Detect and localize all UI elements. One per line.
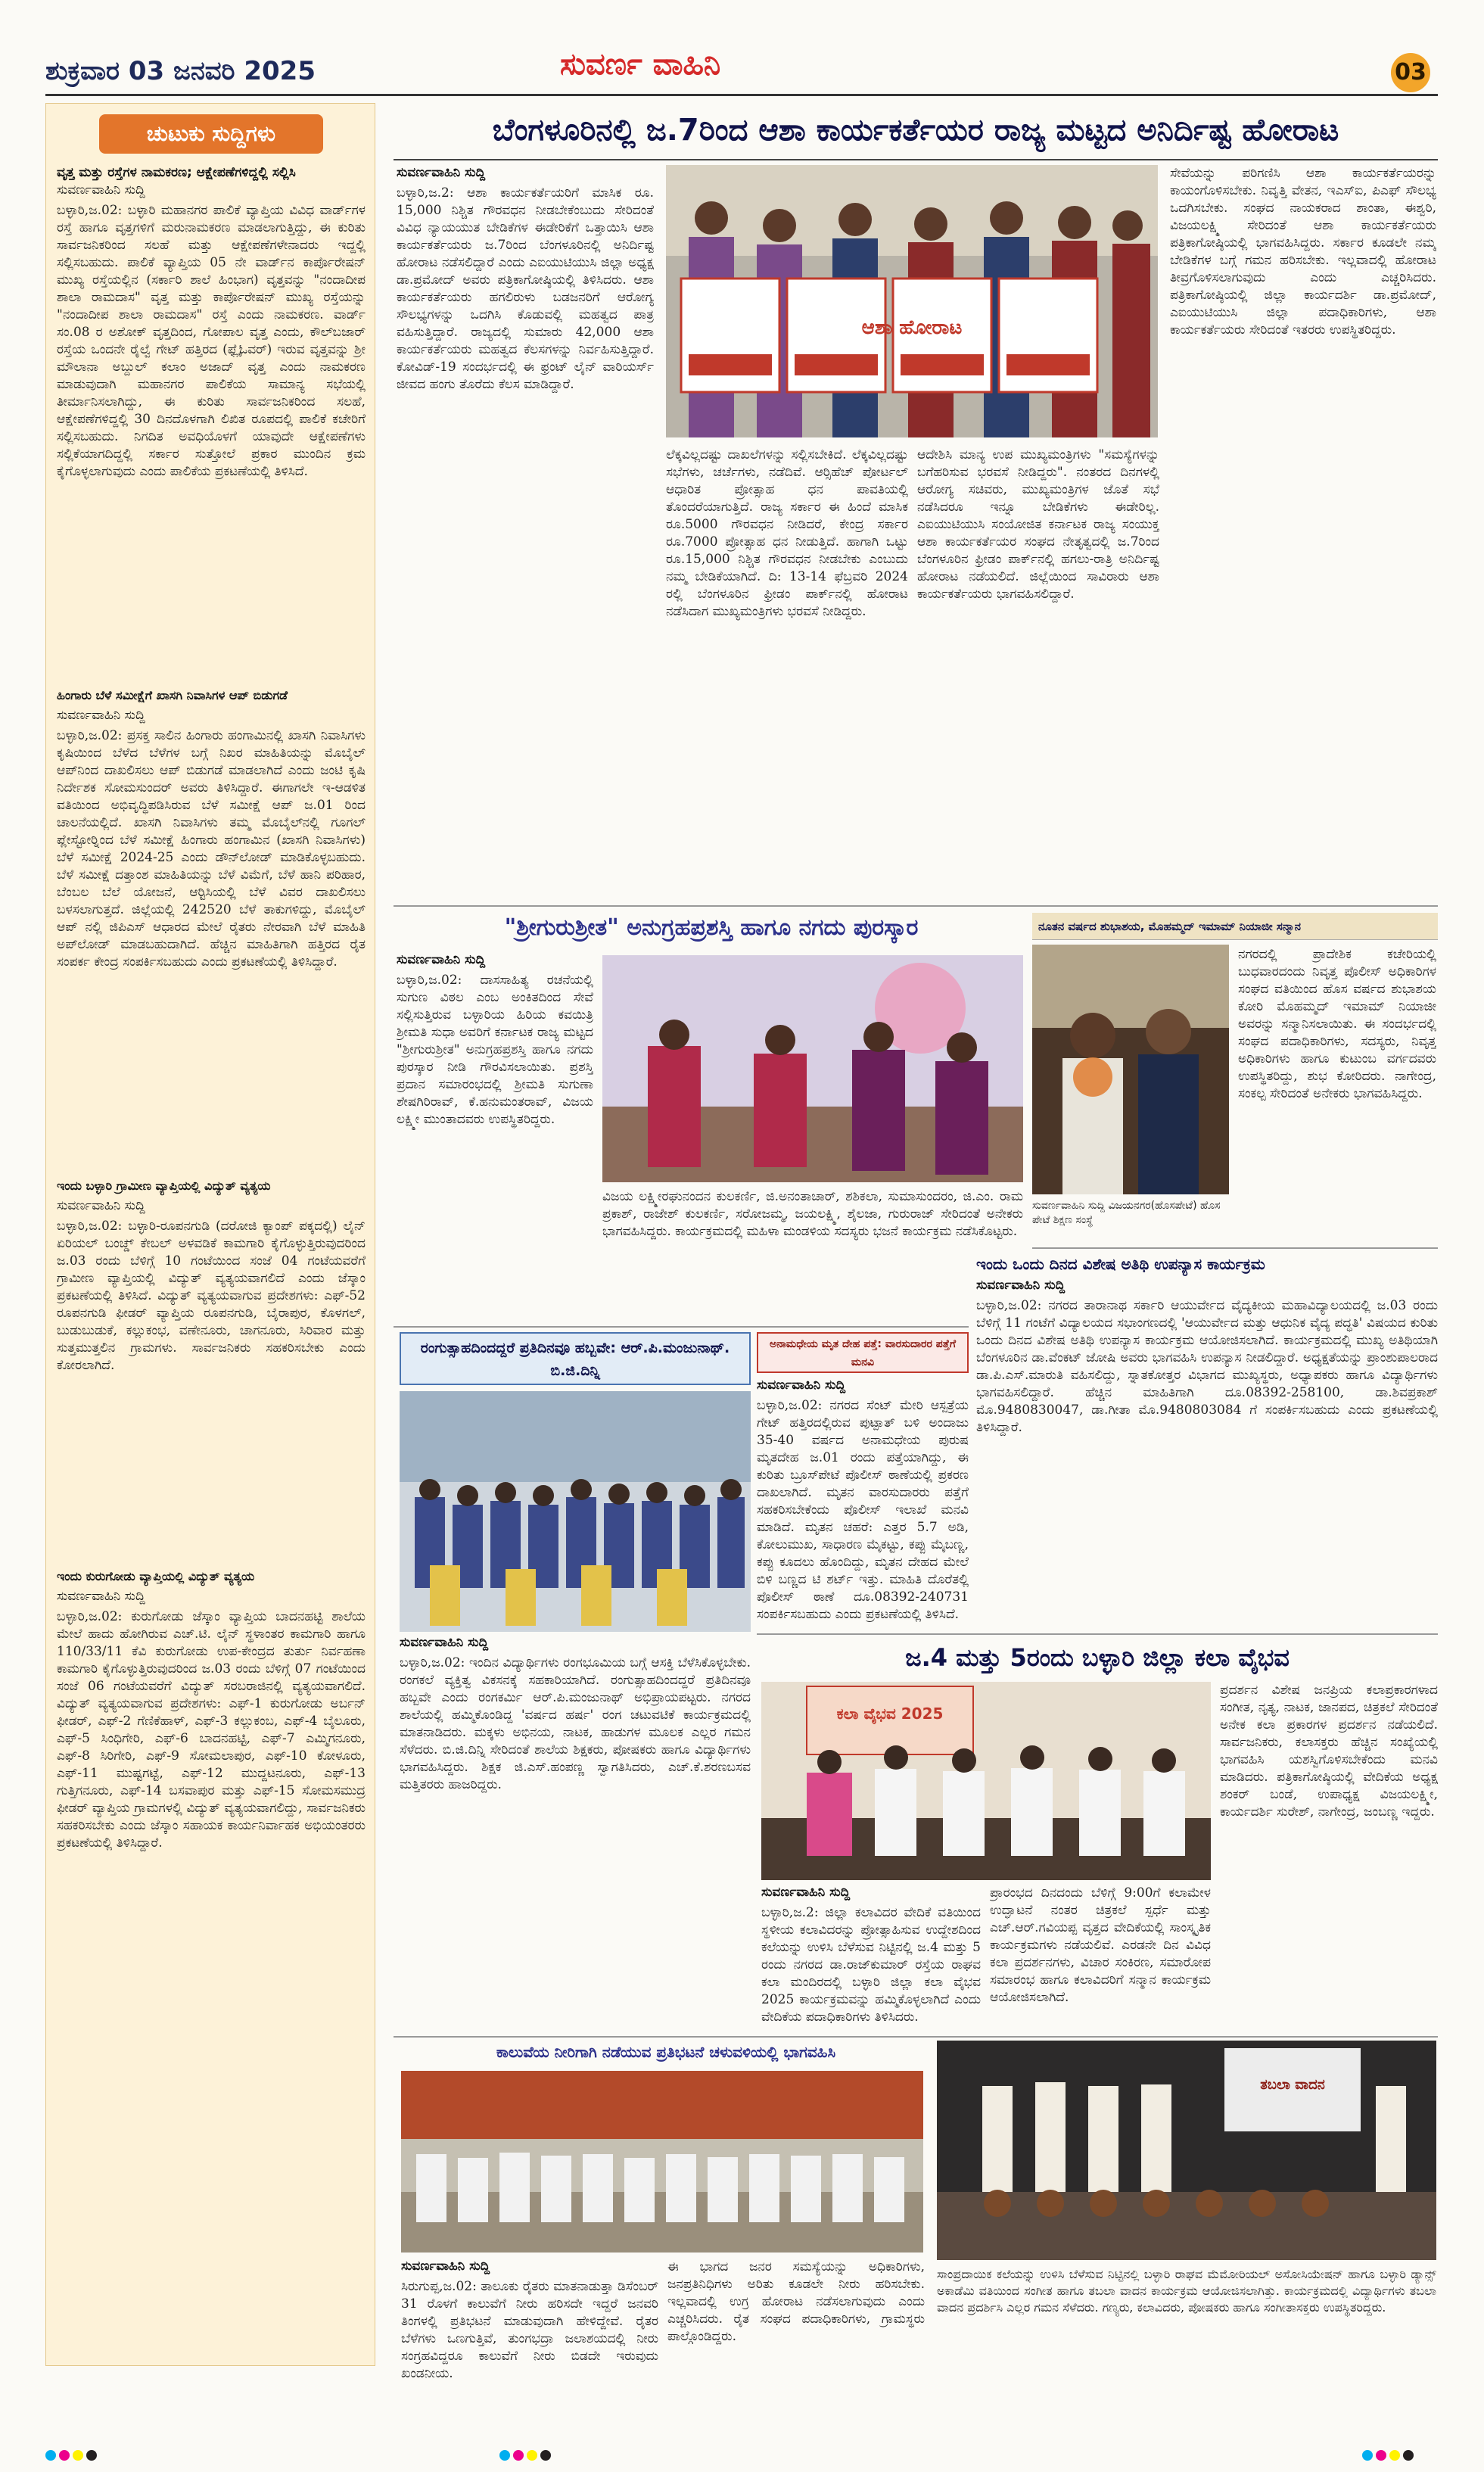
brief-1-body: ಬಳ್ಳಾರಿ,ಜ.02: ಬಳ್ಳಾರಿ ಮಹಾನಗರ ಪಾಲಿಕೆ ವ್ಯಾಪ್ತಿಯ ವಿವಿಧ ವಾರ್ಡ್‍ಗಳ ರಸ್ತೆ ಹಾಗೂ ವೃತ್ತಗಳಿಗೆ ಮರುನಾಮಕರಣ ಮಾಡಲಾಗುತ್ತಿದ್ದು, ಈ ಕುರಿತು ಸಾರ್ವಜನಿಕರಿಂದ ಸಲಹೆ ಮತ್ತು ಆಕ್ಷೇಪಣೆಗಳೇನಾದರು ಇದ್ದಲ್ಲಿ ಸಲ್ಲಿಸಬಹುದು. ಪಾಲಿಕೆ ವ್ಯಾಪ್ತಿಯ 05 ನೇ ವಾರ್ಡ್‍ನ ಕಾರ್ಪೊರೇಷನ್ ಮುಖ್ಯ ರಸ್ತೆಯಲ್ಲಿನ (ಸರ್ಕಾರಿ ಶಾಲೆ ಹಿಂಭಾಗ) ವೃತ್ತವನ್ನು "ನಂದಾದೀಪ ಶಾಲಾ ರಾಮದಾಸ" ವೃತ್ತ ಮತ್ತು ಕಾರ್ಪೊರೇಷನ್ ಮುಖ್ಯ ರಸ್ತೆಯನ್ನು "ನಂದಾದೀಪ ಶಾಲಾ ರಾಮದಾಸ" ರಸ್ತೆ ಎಂದು ನಾಮಕರಣ. ವಾರ್ಡ್ ಸಂ.08 ರ ಅಶೋಕ್ ವೃತ್ತದಿಂದ, ಗೋಪಾಲ ವೃತ್ತ ಎಂದು, ಕೌಲ್‍ಬಜಾರ್ ರಸ್ತೆಯ ಒಂದನೇ ರೈಲ್ವೆ ಗೇಟ್ ಹತ್ತಿರದ (ಫ್ಲೈಓವರ್) ಇರುವ ವೃತ್ತವನ್ನು ಶ್ರೀ ಮೌಲಾನಾ ಅಬ್ದುಲ್ ಕಲಾಂ ಅಜಾದ್ ವೃತ್ತ ಎಂದು ನಾಮಕರಣ ಮಾಡುವುದಾಗಿ ಮಹಾನಗರ ಪಾಲಿಕೆಯ ಸಾಮಾನ್ಯ ಸಭೆಯಲ್ಲಿ ತೀರ್ಮಾನಿಸಲಾಗಿದ್ದು, ಈ ಕುರಿತು ಸಾರ್ವಜನಿಕರಿಂದ ಸಲಹೆ, ಆಕ್ಷೇಪಣೆಗಳಿದ್ದಲ್ಲಿ 30 ದಿನದೊಳಗಾಗಿ ಲಿಖಿತ ರೂಪದಲ್ಲಿ ಪಾಲಿಕೆ ಕಚೇರಿಗೆ ಸಲ್ಲಿಸಬಹುದು. ನಿಗದಿತ ಅವಧಿಯೊಳಗೆ ಯಾವುದೇ ಆಕ್ಷೇಪಣೆಗಳು ಸಲ್ಲಿಕೆಯಾಗದಿದ್ದಲ್ಲಿ ಸರ್ಕಾರ ಸುತ್ತೋಲೆ ಪ್ರಕಾರ ಮುಂದಿನ ಕ್ರಮ ಕೈಗೊಳ್ಳಲಾಗುವುದು ಎಂದು ಪಾಲಿಕೆಯ ಪ್ರಕಟಣೆಯಲ್ಲಿ ತಿಳಿಸಿದೆ. bbox=[57, 203, 366, 479]
tabla-caption: ಸಾಂಪ್ರದಾಯಿಕ ಕಲೆಯನ್ನು ಉಳಿಸಿ ಬೆಳೆಸುವ ನಿಟ್ಟಿನಲ್ಲಿ ಬಳ್ಳಾರಿ ರಾಘವ ಮೆಮೋರಿಯಲ್ ಅಸೋಸಿಯೇಷನ್ ಹಾಗೂ ಬಳ್ಳಾರಿ ಡ್ಯಾನ್ಸ್ ಅಕಾಡೆಮಿ ವತಿಯಿಂದ ಸಂಗೀತ ಹಾಗೂ ತಬಲಾ ವಾದನ ಕಾರ್ಯಕ್ರಮ ಆಯೋಜಿಸಲಾಗಿತ್ತು. ಕಾರ್ಯಕ್ರಮದಲ್ಲಿ ವಿದ್ಯಾರ್ಥಿಗಳು ತಬಲಾ ವಾದನ ಪ್ರದರ್ಶಿಸಿ ಎಲ್ಲರ ಗಮನ ಸೆಳೆದರು. ಗಣ್ಯರು, ಕಲಾವಿದರು, ಪೋಷಕರು ಹಾಗೂ ಸಂಗೀತಾಸಕ್ತರು ಉಪಸ್ಥಿತರಿದ್ದರು. bbox=[937, 2267, 1436, 2315]
section-banner-title: ಚುಟುಕು ಸುದ್ದಿಗಳು bbox=[146, 121, 276, 146]
award-bottom-rule bbox=[394, 1326, 969, 1328]
tabla-stage-banner: ತಬಲಾ ವಾದನ bbox=[1260, 2077, 1325, 2093]
lead-photo-graphic bbox=[666, 165, 1158, 437]
theatre-headline-box bbox=[400, 1332, 751, 1385]
honor-caption: ಸುವರ್ಣವಾಹಿನಿ ಸುದ್ದಿ ವಿಜಯನಗರ(ಹೊಸಪೇಟೆ) ಹೊಸ ಪೇಟೆ ಶಿಕ್ಷಣ ಸಂಸ್ಥೆ bbox=[1032, 1200, 1221, 1226]
brief-2-byline: ಸುವರ್ಣವಾಹಿನಿ ಸುದ್ದಿ bbox=[57, 708, 145, 723]
brief-2-headline: ಹಿಂಗಾರು ಬೆಳೆ ಸಮೀಕ್ಷೆಗೆ ಖಾಸಗಿ ನಿವಾಸಿಗಳ ಆಪ್ ಬಿಡುಗಡೆ bbox=[57, 688, 288, 702]
award-body-left: ಬಳ್ಳಾರಿ,ಜ.02: ದಾಸಸಾಹಿತ್ಯ ರಚನೆಯಲ್ಲಿ ಸುಗುಣ ವಿಠಲ ಎಂಬ ಅಂಕಿತದಿಂದ ಸೇವೆ ಸಲ್ಲಿಸುತ್ತಿರುವ ಬಳ್ಳಾರಿಯ ಹಿರಿಯ ಕವಯಿತ್ರಿ ಶ್ರೀಮತಿ ಸುಧಾ ಅವರಿಗೆ ಕರ್ನಾಟಕ ರಾಜ್ಯ ಮಟ್ಟದ "ಶ್ರೀಗುರುಶ್ರೀತ" ಅನುಗ್ರಹಪ್ರಶಸ್ತಿ ಹಾಗೂ ನಗದು ಪುರಸ್ಕಾರ ನೀಡಿ ಗೌರವಿಸಲಾಯಿತು. ಪ್ರಶಸ್ತಿ ಪ್ರದಾನ ಸಮಾರಂಭದಲ್ಲಿ ಶ್ರೀಮತಿ ಸುಗುಣಾ ಶೇಷಗಿರಿರಾವ್, ಕೆ.ಹನುಮಂತರಾವ್, ವಿಜಯ ಲಕ್ಷ್ಮೀ ಮುಂತಾದವರು ಉಪಸ್ಥಿತರಿದ್ದರು. bbox=[397, 973, 593, 1127]
unknown-body: ಬಳ್ಳಾರಿ,ಜ.02: ನಗರದ ಸೆಂಟ್ ಮೇರಿ ಆಸ್ಪತ್ರೆಯ ಗೇಟ್ ಹತ್ತಿರದಲ್ಲಿರುವ ಪುಟ್ಪಾತ್ ಬಳಿ ಅಂದಾಜು 35-40 ವರ್ಷದ ಅನಾಮಧೇಯ ಪುರುಷ ಮೃತದೇಹ ಜ.01 ರಂದು ಪತ್ತೆಯಾಗಿದ್ದು, ಈ ಕುರಿತು ಬ್ರೂಸ್‍ಪೇಟೆ ಪೊಲೀಸ್ ಠಾಣೆಯಲ್ಲಿ ಪ್ರಕರಣ ದಾಖಲಾಗಿದೆ. ಮೃತನ ವಾರಸುದಾರರು ಪತ್ತೆಗೆ ಸಹಕರಿಸಬೇಕೆಂದು ಪೊಲೀಸ್ ಇಲಾಖೆ ಮನವಿ ಮಾಡಿದೆ. ಮೃತನ ಚಹರೆ: ಎತ್ತರ 5.7 ಅಡಿ, ಕೋಲುಮುಖ, ಸಾಧಾರಣ ಮೈಕಟ್ಟು, ಕಪ್ಪು ಮೈಬಣ್ಣ, ಕಪ್ಪು ಕೂದಲು ಹೊಂದಿದ್ದು, ಮೃತನ ದೇಹದ ಮೇಲೆ ಬಿಳಿ ಬಣ್ಣದ ಟಿ ಶರ್ಟ್ ಇತ್ತು. ಮಾಹಿತಿ ದೊರೆತಲ್ಲಿ ಪೊಲೀಸ್ ಠಾಣೆ ದೂ.08392-240731 ಸಂಪರ್ಕಿಸಬಹುದು ಎಂದು ಪ್ರಕಟಣೆಯಲ್ಲಿ ತಿಳಿಸಿದೆ. bbox=[757, 1398, 969, 1622]
registration-dot bbox=[86, 2450, 97, 2461]
honor-photo-graphic bbox=[1032, 945, 1229, 1194]
lead-headline-rule bbox=[394, 159, 1438, 160]
page-number-badge: 03 bbox=[1391, 53, 1430, 92]
registration-dot bbox=[59, 2450, 70, 2461]
art-byline: ಸುವರ್ಣವಾಹಿನಿ ಸುದ್ದಿ bbox=[761, 1885, 851, 1900]
honor-headline-bar bbox=[1032, 913, 1438, 940]
registration-dot bbox=[540, 2450, 551, 2461]
registration-dot bbox=[527, 2450, 537, 2461]
mid-right-rule bbox=[757, 1633, 1438, 1635]
honor-photo bbox=[1032, 945, 1229, 1194]
registration-dot bbox=[1389, 2450, 1400, 2461]
issue-date: ಶುಕ್ರವಾರ 03 ಜನವರಿ 2025 bbox=[45, 56, 316, 86]
protest-photo-graphic bbox=[401, 2071, 923, 2253]
registration-dot bbox=[1403, 2450, 1414, 2461]
lead-col-4: ಸೇವೆಯನ್ನು ಪರಿಗಣಿಸಿ ಆಶಾ ಕಾರ್ಯಕರ್ತೆಯರನ್ನು ಕಾಯಂಗೊಳಿಸಬೇಕು. ನಿವೃತ್ತಿ ವೇತನ, ಇಎಸ್‍ಐ, ಪಿಎಫ್ ಸೌಲಭ್ಯ ಒದಗಿಸಬೇಕು. ಸಂಘದ ನಾಯಕರಾದ ಶಾಂತಾ, ಈಶ್ವರಿ, ವಿಜಯಲಕ್ಷ್ಮಿ ಸೇರಿದಂತೆ ಆಶಾ ಕಾರ್ಯಕರ್ತೆಯರು ಪತ್ರಿಕಾಗೋಷ್ಠಿಯಲ್ಲಿ ಭಾಗವಹಿಸಿದ್ದರು. ಸರ್ಕಾರ ಕೂಡಲೇ ನಮ್ಮ ಬೇಡಿಕೆಗಳ ಬಗ್ಗೆ ಗಮನ ಹರಿಸಬೇಕು. ಇಲ್ಲವಾದಲ್ಲಿ ಹೋರಾಟ ತೀವ್ರಗೊಳಿಸಲಾಗುವುದು ಎಂದು ಎಚ್ಚರಿಸಿದರು. ಪತ್ರಿಕಾಗೋಷ್ಠಿಯಲ್ಲಿ ಜಿಲ್ಲಾ ಕಾರ್ಯದರ್ಶಿ ಡಾ.ಪ್ರಮೋದ್, ಎಐಯುಟಿಯುಸಿ ಜಿಲ್ಲಾ ಪದಾಧಿಕಾರಿಗಳು, ಆಶಾ ಕಾರ್ಯಕರ್ತೆಯರು ಸೇರಿದಂತೆ ಇತರರು ಉಪಸ್ಥಿತರಿದ್ದರು. bbox=[1170, 166, 1436, 338]
guest-byline: ಸುವರ್ಣವಾಹಿನಿ ಸುದ್ದಿ bbox=[976, 1278, 1066, 1293]
honor-bottom-rule bbox=[1032, 1247, 1438, 1249]
tabla-photo bbox=[937, 2041, 1436, 2260]
lead-col-1: ಬಳ್ಳಾರಿ,ಜ.2: ಆಶಾ ಕಾರ್ಯಕರ್ತೆಯರಿಗೆ ಮಾಸಿಕ ರೂ. 15,000 ನಿಶ್ಚಿತ ಗೌರವಧನ ನೀಡಬೇಕೆಂಬುದು ಸೇರಿದಂತೆ ವಿವಿಧ ನ್ಯಾಯಯುತ ಬೇಡಿಕೆಗಳ ಈಡೇರಿಕೆಗೆ ಒತ್ತಾಯಿಸಿ ಆಶಾ ಕಾರ್ಯಕರ್ತೆಯರು ಜ.7ರಿಂದ ಬೆಂಗಳೂರಿನಲ್ಲಿ ಅನಿರ್ದಿಷ್ಟ ಹೋರಾಟ ನಡೆಸಲಿದ್ದಾರೆ ಎಂದು ಎಐಯುಟಿಯುಸಿ ಜಿಲ್ಲಾ ಅಧ್ಯಕ್ಷ ಡಾ.ಪ್ರಮೋದ್ ಅವರು ಪತ್ರಿಕಾಗೋಷ್ಠಿಯಲ್ಲಿ ತಿಳಿಸಿದರು. ಆಶಾ ಕಾರ್ಯಕರ್ತೆಯರು ಹಗಲಿರುಳು ಬಡಜನರಿಗೆ ಆರೋಗ್ಯ ಸೌಲಭ್ಯಗಳನ್ನು ಒದಗಿಸಿ ಕೊಡುವಲ್ಲಿ ಮಹತ್ವದ ಪಾತ್ರ ವಹಿಸುತ್ತಿದ್ದಾರೆ. ರಾಜ್ಯದಲ್ಲಿ ಸುಮಾರು 42,000 ಆಶಾ ಕಾರ್ಯಕರ್ತೆಯರು ಮಹತ್ವದ ಕೆಲಸಗಳನ್ನು ನಿರ್ವಹಿಸುತ್ತಿದ್ದಾರೆ. ಕೋವಿಡ್-19 ಸಂದರ್ಭದಲ್ಲಿ ಈ ಫ್ರಂಟ್ ಲೈನ್ ವಾರಿಯರ್ಸ್ ಜೀವದ ಹಂಗು ತೊರೆದು ಕೆಲಸ ಮಾಡಿದ್ದಾರೆ. bbox=[397, 185, 654, 392]
award-headline: "ಶ್ರೀಗುರುಶ್ರೀತ" ಅನುಗ್ರಹಪ್ರಶಸ್ತಿ ಹಾಗೂ ನಗದು ಪುರಸ್ಕಾರ bbox=[504, 914, 919, 941]
art-photo bbox=[761, 1682, 1211, 1880]
registration-dot bbox=[73, 2450, 83, 2461]
brief-4-byline: ಸುವರ್ಣವಾಹಿನಿ ಸುದ್ದಿ bbox=[57, 1589, 145, 1604]
registration-marks-right bbox=[1362, 2449, 1438, 2464]
lower-rule bbox=[394, 2036, 1438, 2038]
brief-4-body: ಬಳ್ಳಾರಿ,ಜ.02: ಕುರುಗೋಡು ಜೆಸ್ಕಾಂ ವ್ಯಾಪ್ತಿಯ ಬಾದನಹಟ್ಟಿ ಶಾಲೆಯ ಮೇಲೆ ಹಾದು ಹೋಗಿರುವ ಎಚ್.ಟಿ. ಲೈನ್ ಸ್ಥಳಾಂತರ ಕಾಮಗಾರಿ ಹಾಗೂ 110/33/11 ಕೆವಿ ಕುರುಗೋಡು ಉಪ-ಕೇಂದ್ರದ ತುರ್ತು ನಿರ್ವಹಣಾ ಕಾಮಗಾರಿ ಕೈಗೊಳ್ಳುತ್ತಿರುವುದರಿಂದ ಜ.03 ರಂದು ಬೆಳಿಗ್ಗೆ 07 ಗಂಟೆಯಿಂದ ಸಂಜೆ 06 ಗಂಟೆಯವರೆಗೆ ವಿದ್ಯುತ್ ಸರಬರಾಜಿನಲ್ಲಿ ವ್ಯತ್ಯಯವಾಗಲಿದೆ. ವಿದ್ಯುತ್ ವ್ಯತ್ಯಯವಾಗುವ ಪ್ರದೇಶಗಳು: ಎಫ್-1 ಕುರುಗೋಡು ಅರ್ಬನ್ ಫೀಡರ್, ಎಫ್-2 ಗೆಣಿಕೆಹಾಳ್, ಎಫ್-3 ಕಲ್ಲುಕಂಬ, ಎಫ್-4 ಬೈಲೂರು, ಎಫ್-5 ಸಿಂಧಿಗೇರಿ, ಎಫ್-6 ಬಾದನಹಟ್ಟಿ, ಎಫ್-7 ಎಮ್ಮಿಗನೂರು, ಎಫ್-8 ಸಿರಿಗೇರಿ, ಎಫ್-9 ಸೋಮಲಾಪುರ, ಎಫ್-10 ಕೋಳೂರು, ಎಫ್-11 ಮುಷ್ಟಗಟ್ಟೆ, ಎಫ್-12 ಮುದ್ದಟನೂರು, ಎಫ್-13 ಗುತ್ತಿಗನೂರು, ಎಫ್-14 ಬಸವಾಪುರ ಮತ್ತು ಎಫ್-15 ಸೋಮಸಮುದ್ರ ಫೀಡರ್ ವ್ಯಾಪ್ತಿಯ ಗ್ರಾಮಗಳಲ್ಲಿ ವಿದ್ಯುತ್ ವ್ಯತ್ಯಯವಾಗಲಿದ್ದು, ಸಾರ್ವಜನಿಕರು ಸಹಕರಿಸಬೇಕು ಎಂದು ಜೆಸ್ಕಾಂ ಸಹಾಯಕ ಕಾರ್ಯನಿರ್ವಾಹಕ ಅಭಿಯಂತರರು ಪ್ರಕಟಣೆಯಲ್ಲಿ ತಿಳಿಸಿದ್ದಾರೆ. bbox=[57, 1609, 366, 1851]
brief-1-headline: ವೃತ್ತ ಮತ್ತು ರಸ್ತೆಗಳ ನಾಮಕರಣ; ಆಕ್ಷೇಪಣೆಗಳಿದ್ದಲ್ಲಿ ಸಲ್ಲಿಸಿ bbox=[57, 165, 296, 180]
theatre-headline: ರಂಗುತ್ಸಾಹದಿಂದದ್ದರೆ ಪ್ರತಿದಿನವೂ ಹಬ್ಬವೇ: ಆರ್.ಪಿ.ಮಂಜುನಾಥ್. ಬಿ.ಜಿ.ದಿನ್ನಿ bbox=[420, 1340, 730, 1379]
protest-headline: ಕಾಲುವೆಯ ನೀರಿಗಾಗಿ ನಡೆಯುವ ಪ್ರತಿಭಟನೆ ಚಳುವಳಿಯಲ್ಲಿ ಭಾಗವಹಿಸಿ bbox=[496, 2043, 836, 2061]
unknown-byline: ಸುವರ್ಣವಾಹಿನಿ ಸುದ್ದಿ bbox=[757, 1378, 846, 1393]
brief-3-byline: ಸುವರ್ಣವಾಹಿನಿ ಸುದ್ದಿ bbox=[57, 1198, 145, 1213]
brief-3-headline: ಇಂದು ಬಳ್ಳಾರಿ ಗ್ರಾಮೀಣ ವ್ಯಾಪ್ತಿಯಲ್ಲಿ ವಿದ್ಯುತ್ ವ್ಯತ್ಯಯ bbox=[57, 1178, 271, 1193]
protest-col-1: ಸಿರುಗುಪ್ಪ,ಜ.02: ತಾಲೂಕು ರೈತರು ಮಾತನಾಡುತ್ತಾ ಡಿಸೆಂಬರ್ 31 ರೊಳಗೆ ಕಾಲುವೆಗೆ ನೀರು ಹರಿಸದೇ ಇದ್ದರೆ ಜನವರಿ ತಿಂಗಳಲ್ಲಿ ಪ್ರತಿಭಟನೆ ಮಾಡುವುದಾಗಿ ಹೇಳಿದ್ದೇವೆ. ರೈತರ ಬೆಳೆಗಳು ಒಣಗುತ್ತಿವೆ, ತುಂಗಭದ್ರಾ ಜಲಾಶಯದಲ್ಲಿ ನೀರು ಸಂಗ್ರಹವಿದ್ದರೂ ಕಾಲುವೆಗೆ ನೀರು ಬಿಡದೇ ಇರುವುದು ಖಂಡನೀಯ. bbox=[401, 2279, 658, 2381]
guest-headline: ಇಂದು ಒಂದು ದಿನದ ವಿಶೇಷ ಅತಿಥಿ ಉಪನ್ಯಾಸ ಕಾರ್ಯಕ್ರಮ bbox=[976, 1255, 1265, 1273]
page-header bbox=[0, 0, 1484, 89]
unknown-headline: ಅನಾಮಧೇಯ ಮೃತ ದೇಹ ಪತ್ತೆ: ವಾರಸುದಾರರ ಪತ್ತೆಗೆ ಮನವಿ bbox=[769, 1338, 957, 1368]
masthead-title: ಸುವರ್ಣ ವಾಹಿನಿ bbox=[560, 47, 721, 82]
honor-headline: ನೂತನ ವರ್ಷದ ಶುಭಾಶಯ, ಮೊಹಮ್ಮದ್ ಇಮಾಮ್ ನಿಯಾಜೀ ಸನ್ಮಾನ bbox=[1038, 920, 1301, 933]
tabla-photo-graphic bbox=[937, 2041, 1436, 2260]
brief-1-byline: ಸುವರ್ಣವಾಹಿನಿ ಸುದ್ದಿ bbox=[57, 182, 145, 198]
art-banner-label: ಕಲಾ ವೈಭವ 2025 bbox=[836, 1705, 944, 1723]
section-banner bbox=[99, 114, 323, 154]
art-col-1: ಬಳ್ಳಾರಿ,ಜ.2: ಜಿಲ್ಲಾ ಕಲಾವಿದರ ವೇದಿಕೆ ವತಿಯಿಂದ ಸ್ಥಳೀಯ ಕಲಾವಿದರನ್ನು ಪ್ರೋತ್ಸಾಹಿಸುವ ಉದ್ದೇಶದಿಂದ ಕಲೆಯನ್ನು ಉಳಿಸಿ ಬೆಳೆಸುವ ನಿಟ್ಟಿನಲ್ಲಿ ಜ.4 ಮತ್ತು 5 ರಂದು ನಗರದ ಡಾ.ರಾಜ್‍ಕುಮಾರ್ ರಸ್ತೆಯ ರಾಘವ ಕಲಾ ಮಂದಿರದಲ್ಲಿ ಬಳ್ಳಾರಿ ಜಿಲ್ಲಾ ಕಲಾ ವೈಭವ 2025 ಕಾರ್ಯಕ್ರಮವನ್ನು ಹಮ್ಮಿಕೊಳ್ಳಲಾಗಿದೆ ಎಂದು ವೇದಿಕೆಯ ಪದಾಧಿಕಾರಿಗಳು ತಿಳಿಸಿದರು. bbox=[761, 1905, 981, 2025]
protest-col-2: ಈ ಭಾಗದ ಜನರ ಸಮಸ್ಯೆಯನ್ನು ಅಧಿಕಾರಿಗಳು, ಜನಪ್ರತಿನಿಧಿಗಳು ಅರಿತು ಕೂಡಲೇ ನೀರು ಹರಿಸಬೇಕು. ಇಲ್ಲವಾದಲ್ಲಿ ಉಗ್ರ ಹೋರಾಟ ನಡೆಸಲಾಗುವುದು ಎಂದು ಎಚ್ಚರಿಸಿದರು. ರೈತ ಸಂಘದ ಪದಾಧಿಕಾರಿಗಳು, ಗ್ರಾಮಸ್ಥರು ಪಾಲ್ಗೊಂಡಿದ್ದರು. bbox=[667, 2259, 925, 2344]
award-photo-graphic bbox=[602, 955, 1023, 1182]
protest-byline: ಸುವರ್ಣವಾಹಿನಿ ಸುದ್ದಿ bbox=[401, 2259, 490, 2274]
protest-photo bbox=[401, 2071, 923, 2253]
registration-dot bbox=[513, 2450, 524, 2461]
award-photo bbox=[602, 955, 1023, 1182]
art-headline: ಜ.4 ಮತ್ತು 5ರಂದು ಬಳ್ಳಾರಿ ಜಿಲ್ಲಾ ಕಲಾ ವೈಭವ bbox=[905, 1643, 1290, 1672]
registration-dot bbox=[45, 2450, 56, 2461]
theatre-byline: ಸುವರ್ಣವಾಹಿನಿ ಸುದ್ದಿ bbox=[400, 1635, 489, 1650]
registration-dot bbox=[499, 2450, 510, 2461]
brief-4-headline: ಇಂದು ಕುರುಗೋಡು ವ್ಯಾಪ್ತಿಯಲ್ಲಿ ವಿದ್ಯುತ್ ವ್ಯತ್ಯಯ bbox=[57, 1569, 255, 1583]
theatre-photo-graphic bbox=[400, 1391, 751, 1632]
theatre-photo bbox=[400, 1391, 751, 1632]
lead-bottom-rule bbox=[394, 905, 1438, 907]
registration-dot bbox=[1362, 2450, 1373, 2461]
art-col-3: ಪ್ರದರ್ಶನ ವಿಶೇಷ ಜನಪ್ರಿಯ ಕಲಾಪ್ರಕಾರಗಳಾದ ಸಂಗೀತ, ನೃತ್ಯ, ನಾಟಕ, ಜಾನಪದ, ಚಿತ್ರಕಲೆ ಸೇರಿದಂತೆ ಅನೇಕ ಕಲಾ ಪ್ರಕಾರಗಳ ಪ್ರದರ್ಶನ ನಡೆಯಲಿದೆ. ಸಾರ್ವಜನಿಕರು, ಕಲಾಸಕ್ತರು ಹೆಚ್ಚಿನ ಸಂಖ್ಯೆಯಲ್ಲಿ ಭಾಗವಹಿಸಿ ಯಶಸ್ವಿಗೊಳಿಸಬೇಕೆಂದು ಮನವಿ ಮಾಡಿದರು. ಪತ್ರಿಕಾಗೋಷ್ಠಿಯಲ್ಲಿ ವೇದಿಕೆಯ ಅಧ್ಯಕ್ಷ ಶಂಕರ್ ಬಂಡೆ, ಉಪಾಧ್ಯಕ್ಷ ವಿಜಯಲಕ್ಷ್ಮೀ, ಕಾರ್ಯದರ್ಶಿ ಸುರೇಶ್, ನಾಗೇಂದ್ರ, ಜಂಬಣ್ಣ ಇದ್ದರು. bbox=[1220, 1683, 1438, 1820]
award-body-right: ವಿಜಯ ಲಕ್ಷ್ಮೀರಘುನಂದನ ಕುಲಕರ್ಣಿ, ಜಿ.ಅನಂತಾಚಾರ್, ಶಶಿಕಲಾ, ಸುಮಾಸುಂದರಂ, ಜಿ.ಎಂ. ರಾಮ ಪ್ರಕಾಶ್, ರಾಜೇಶ್ ಕುಲಕರ್ಣಿ, ಸರೋಜಮ್ಮ, ಜಯಲಕ್ಷ್ಮಿ, ಶೈಲಜಾ, ಗುರುರಾಜ್ ಸೇರಿದಂತೆ ಅನೇಕರು ಭಾಗವಹಿಸಿದ್ದರು. ಕಾರ್ಯಕ್ರಮದಲ್ಲಿ ಮಹಿಳಾ ಮಂಡಳಿಯ ಸದಸ್ಯರು ಭಜನೆ ಕಾರ್ಯಕ್ರಮ ನಡೆಸಿಕೊಟ್ಟರು. bbox=[602, 1189, 1023, 1239]
brief-3-body: ಬಳ್ಳಾರಿ,ಜ.02: ಬಳ್ಳಾರಿ-ರೂಪನಗುಡಿ (ದರೋಜಿ ಕ್ಯಾಂಪ್ ಪಕ್ಕದಲ್ಲಿ) ಲೈನ್ ಏರಿಯಲ್ ಬಂಚ್ಡ್ ಕೇಬಲ್ ಅಳವಡಿಕೆ ಕಾಮಗಾರಿ ಕೈಗೊಳ್ಳುತ್ತಿರುವುದರಿಂದ ಜ.03 ರಂದು ಬೆಳಿಗ್ಗೆ 10 ಗಂಟೆಯಿಂದ ಸಂಜೆ 04 ಗಂಟೆಯವರೆಗೆ ಗ್ರಾಮೀಣ ವ್ಯಾಪ್ತಿಯಲ್ಲಿ ವಿದ್ಯುತ್ ವ್ಯತ್ಯಯವಾಗಲಿದೆ ಎಂದು ಜೆಸ್ಕಾಂ ಪ್ರಕಟಣೆಯಲ್ಲಿ ತಿಳಿಸಿದೆ. ವಿದ್ಯುತ್ ವ್ಯತ್ಯಯವಾಗುವ ಪ್ರದೇಶಗಳು: ಎಫ್-52 ರೂಪನಗುಡಿ ಫೀಡರ್ ವ್ಯಾಪ್ತಿಯ ರೂಪನಗುಡಿ, ಬೈರಾಪುರ, ಕೊಳಗಲ್, ಬುಡುಬುಡುಕೆ, ಕಲ್ಲುಕಂಭ, ವಣೇನೂರು, ಚಾಗನೂರು, ಸಿರಿವಾರ ಮತ್ತು ಸುತ್ತಮುತ್ತಲಿನ ಗ್ರಾಮಗಳು. ಸಾರ್ವಜನಿಕರು ಸಹಕರಿಸಬೇಕು ಎಂದು ಕೋರಲಾಗಿದೆ. bbox=[57, 1219, 366, 1373]
award-byline: ಸುವರ್ಣವಾಹಿನಿ ಸುದ್ದಿ bbox=[397, 952, 486, 967]
unknown-headline-box bbox=[757, 1332, 969, 1373]
lead-headline: ಬೆಂಗಳೂರಿನಲ್ಲಿ ಜ.7ರಿಂದ ಆಶಾ ಕಾರ್ಯಕರ್ತೆಯರ ರಾಜ್ಯ ಮಟ್ಟದ ಅನಿರ್ದಿಷ್ಟ ಹೋರಾಟ bbox=[492, 113, 1339, 148]
masthead-logo bbox=[560, 47, 954, 91]
lead-poster-label: ಆಶಾ ಹೋರಾಟ bbox=[861, 316, 963, 339]
brief-2-body: ಬಳ್ಳಾರಿ,ಜ.02: ಪ್ರಸಕ್ತ ಸಾಲಿನ ಹಿಂಗಾರು ಹಂಗಾಮಿನಲ್ಲಿ ಖಾಸಗಿ ನಿವಾಸಿಗಳು ಕೃಷಿಯಿಂದ ಬೆಳೆದ ಬೆಳೆಗಳ ಬಗ್ಗೆ ನಿಖರ ಮಾಹಿತಿಯನ್ನು ಮೊಬೈಲ್ ಆಪ್‍ನಿಂದ ದಾಖಲಿಸಲು ಆಪ್ ಬಿಡುಗಡೆ ಮಾಡಲಾಗಿದೆ ಎಂದು ಜಂಟಿ ಕೃಷಿ ನಿರ್ದೇಶಕ ಸೋಮಸುಂದರ್ ಅವರು ತಿಳಿಸಿದ್ದಾರೆ. ಈಗಾಗಲೇ ಇ-ಆಡಳಿತ ವತಿಯಿಂದ ಅಭಿವೃದ್ಧಿಪಡಿಸಿರುವ ಬೆಳೆ ಸಮೀಕ್ಷೆ ಆಪ್ ಜ.01 ರಿಂದ ಚಾಲನೆಯಲ್ಲಿದೆ. ಖಾಸಗಿ ನಿವಾಸಿಗಳು ತಮ್ಮ ಮೊಬೈಲ್‍ನಲ್ಲಿ ಗೂಗಲ್ ಪ್ಲೇಸ್ಟೋರ್‍ನಿಂದ ಬೆಳೆ ಸಮೀಕ್ಷೆ ಹಿಂಗಾರು ಹಂಗಾಮಿನ (ಖಾಸಗಿ ನಿವಾಸಿಗಳು) ಬೆಳೆ ಸಮೀಕ್ಷೆ 2024-25 ಎಂದು ಡೌನ್‍ಲೋಡ್ ಮಾಡಿಕೊಳ್ಳಬಹುದು. ಬೆಳೆ ಸಮೀಕ್ಷೆ ದತ್ತಾಂಶ ಮಾಹಿತಿಯನ್ನು ಬೆಳೆ ವಿಮೆಗೆ, ಬೆಳೆ ಹಾನಿ ಪರಿಹಾರ, ಬೆಂಬಲ ಬೆಲೆ ಯೋಜನೆ, ಆರ್‍ಟಿಸಿಯಲ್ಲಿ ಬೆಳೆ ವಿವರ ದಾಖಲಿಸಲು ಬಳಸಲಾಗುತ್ತದೆ. ಜಿಲ್ಲೆಯಲ್ಲಿ 242520 ಬೆಳೆ ತಾಕುಗಳಿದ್ದು, ಮೊಬೈಲ್ ಆಪ್ ನಲ್ಲಿ ಜಿಪಿಎಸ್ ಆಧಾರದ ಮೇಲೆ ರೈತರು ನೇರವಾಗಿ ಬೆಳೆ ಮಾಹಿತಿ ಅಪ್‍ಲೋಡ್ ಮಾಡಬಹುದಾಗಿದೆ. ಹೆಚ್ಚಿನ ಮಾಹಿತಿಗಾಗಿ ಹತ್ತಿರದ ರೈತ ಸಂಪರ್ಕ ಕೇಂದ್ರ ಸಂಪರ್ಕಿಸಬಹುದು ಎಂದು ಪ್ರಕಟಣೆಯಲ್ಲಿ ತಿಳಿಸಿದ್ದಾರೆ. bbox=[57, 728, 366, 970]
lead-photo bbox=[666, 165, 1158, 437]
registration-marks-center bbox=[499, 2449, 651, 2464]
left-news-column bbox=[45, 103, 375, 2366]
registration-dot bbox=[1376, 2450, 1386, 2461]
header-rule bbox=[45, 94, 1438, 96]
lead-col-3: ಆದೇಶಿಸಿ ಮಾನ್ಯ ಉಪ ಮುಖ್ಯಮಂತ್ರಿಗಳು "ಸಮಸ್ಯೆಗಳನ್ನು ಬಗೆಹರಿಸುವ ಭರವಸೆ ನೀಡಿದ್ದರು". ನಂತರದ ದಿನಗಳಲ್ಲಿ ಆರೋಗ್ಯ ಸಚಿವರು, ಮುಖ್ಯಮಂತ್ರಿಗಳ ಜೊತೆ ಸಭೆ ನಡೆಸಿದರೂ ಇನ್ನೂ ಬೇಡಿಕೆಗಳು ಈಡೇರಿಲ್ಲ. ಎಐಯುಟಿಯುಸಿ ಸಂಯೋಜಿತ ಕರ್ನಾಟಕ ರಾಜ್ಯ ಸಂಯುಕ್ತ ಆಶಾ ಕಾರ್ಯಕರ್ತೆಯರ ಸಂಘದ ನೇತೃತ್ವದಲ್ಲಿ ಜ.7ರಿಂದ ಬೆಂಗಳೂರಿನ ಫ್ರೀಡಂ ಪಾರ್ಕ್‍ನಲ್ಲಿ ಹಗಲು-ರಾತ್ರಿ ಅನಿರ್ದಿಷ್ಟ ಹೋರಾಟ ನಡೆಯಲಿದೆ. ಜಿಲ್ಲೆಯಿಂದ ಸಾವಿರಾರು ಆಶಾ ಕಾರ್ಯಕರ್ತೆಯರು ಭಾಗವಹಿಸಲಿದ್ದಾರೆ. bbox=[917, 447, 1159, 602]
theatre-body: ಬಳ್ಳಾರಿ,ಜ.02: ಇಂದಿನ ವಿದ್ಯಾರ್ಥಿಗಳು ರಂಗಭೂಮಿಯ ಬಗ್ಗೆ ಆಸಕ್ತಿ ಬೆಳೆಸಿಕೊಳ್ಳಬೇಕು. ರಂಗಕಲೆ ವ್ಯಕ್ತಿತ್ವ ವಿಕಸನಕ್ಕೆ ಸಹಕಾರಿಯಾಗಿದೆ. ರಂಗುತ್ಸಾಹದಿಂದದ್ದರೆ ಪ್ರತಿದಿನವೂ ಹಬ್ಬವೇ ಎಂದು ರಂಗಕರ್ಮಿ ಆರ್.ಪಿ.ಮಂಜುನಾಥ್ ಅಭಿಪ್ರಾಯಪಟ್ಟರು. ನಗರದ ಶಾಲೆಯಲ್ಲಿ ಹಮ್ಮಿಕೊಂಡಿದ್ದ 'ವರ್ಷದ ಹರ್ಷ' ರಂಗ ಚಟುವಟಿಕೆ ಕಾರ್ಯಕ್ರಮದಲ್ಲಿ ಮಾತನಾಡಿದರು. ಮಕ್ಕಳು ಅಭಿನಯ, ನಾಟಕ, ಹಾಡುಗಳ ಮೂಲಕ ಎಲ್ಲರ ಗಮನ ಸೆಳೆದರು. ಬಿ.ಜಿ.ದಿನ್ನಿ ಸೇರಿದಂತೆ ಶಾಲೆಯ ಶಿಕ್ಷಕರು, ಪೋಷಕರು ಹಾಗೂ ವಿದ್ಯಾರ್ಥಿಗಳು ಭಾಗವಹಿಸಿದ್ದರು. ಶಿಕ್ಷಕ ಜಿ.ಎಸ್.ಹಂಪಣ್ಣ ಸ್ವಾಗತಿಸಿದರು, ಎಚ್.ಕೆ.ಶರಣಬಸವ ಮತ್ತಿತರರು ಹಾಜರಿದ್ದರು. bbox=[400, 1655, 751, 1792]
art-col-2: ಪ್ರಾರಂಭದ ದಿನದಂದು ಬೆಳಿಗ್ಗೆ 9:00ಗೆ ಕಲಾಮೇಳ ಉದ್ಘಾಟನೆ ನಂತರ ಚಿತ್ರಕಲೆ ಸ್ಪರ್ಧೆ ಮತ್ತು ಎಚ್.ಆರ್.ಗವಿಯಪ್ಪ ವೃತ್ತದ ವೇದಿಕೆಯಲ್ಲಿ ಸಾಂಸ್ಕೃತಿಕ ಕಾರ್ಯಕ್ರಮಗಳು ನಡೆಯಲಿವೆ. ಎರಡನೇ ದಿನ ವಿವಿಧ ಕಲಾ ಪ್ರದರ್ಶನಗಳು, ವಿಚಾರ ಸಂಕಿರಣ, ಸಮಾರೋಪ ಸಮಾರಂಭ ಹಾಗೂ ಕಲಾವಿದರಿಗೆ ಸನ್ಮಾನ ಕಾರ್ಯಕ್ರಮ ಆಯೋಜಿಸಲಾಗಿದೆ. bbox=[990, 1885, 1211, 2005]
registration-marks-left bbox=[45, 2449, 197, 2464]
honor-body: ನಗರದಲ್ಲಿ ಪ್ರಾದೇಶಿಕ ಕಚೇರಿಯಲ್ಲಿ ಬುಧವಾರದಂದು ನಿವೃತ್ತ ಪೊಲೀಸ್ ಅಧಿಕಾರಿಗಳ ಸಂಘದ ವತಿಯಿಂದ ಹೊಸ ವರ್ಷದ ಶುಭಾಶಯ ಕೋರಿ ಮೊಹಮ್ಮದ್ ಇಮಾಮ್ ನಿಯಾಜೀ ಅವರನ್ನು ಸನ್ಮಾನಿಸಲಾಯಿತು. ಈ ಸಂದರ್ಭದಲ್ಲಿ ಸಂಘದ ಪದಾಧಿಕಾರಿಗಳು, ಸದಸ್ಯರು, ನಿವೃತ್ತ ಅಧಿಕಾರಿಗಳು ಹಾಗೂ ಕುಟುಂಬ ವರ್ಗದವರು ಉಪಸ್ಥಿತರಿದ್ದು, ಶುಭ ಕೋರಿದರು. ನಾಗೇಂದ್ರ, ಸಂಕಲ್ಪ ಸೇರಿದಂತೆ ಅನೇಕರು ಭಾಗವಹಿಸಿದ್ದರು. bbox=[1238, 947, 1436, 1101]
lead-byline: ಸುವರ್ಣವಾಹಿನಿ ಸುದ್ದಿ bbox=[397, 165, 486, 180]
lead-col-2: ಲೆಕ್ಕವಿಲ್ಲದಷ್ಟು ದಾಖಲೆಗಳನ್ನು ಸಲ್ಲಿಸಬೇಕಿದೆ. ಲೆಕ್ಕವಿಲ್ಲದಷ್ಟು ಸಭೆಗಳು, ಚರ್ಚೆಗಳು, ನಡೆದಿವೆ. ಆರ್‍ಸಿಹೆಚ್ ಪೋರ್ಟಲ್ ಆಧಾರಿತ ಪ್ರೋತ್ಸಾಹ ಧನ ಪಾವತಿಯಲ್ಲಿ ತೊಂದರೆಯಾಗುತ್ತಿದೆ. ರಾಜ್ಯ ಸರ್ಕಾರ ಈ ಹಿಂದೆ ಮಾಸಿಕ ರೂ.5000 ಗೌರವಧನ ನೀಡಿದರೆ, ಕೇಂದ್ರ ಸರ್ಕಾರ ರೂ.7000 ಪ್ರೋತ್ಸಾಹ ಧನ ನೀಡುತ್ತಿದೆ. ಹಾಗಾಗಿ ಒಟ್ಟು ರೂ.15,000 ನಿಶ್ಚಿತ ಗೌರವಧನ ನೀಡಬೇಕು ಎಂಬುದು ನಮ್ಮ ಬೇಡಿಕೆಯಾಗಿದೆ. ದಿ: 13-14 ಫೆಬ್ರವರಿ 2024 ರಲ್ಲಿ ಬೆಂಗಳೂರಿನ ಫ್ರೀಡಂ ಪಾರ್ಕ್‍ನಲ್ಲಿ ಹೋರಾಟ ನಡೆಸಿದಾಗ ಮುಖ್ಯಮಂತ್ರಿಗಳು ಭರವಸೆ ನೀಡಿದ್ದರು. bbox=[666, 447, 908, 619]
guest-body: ಬಳ್ಳಾರಿ,ಜ.02: ನಗರದ ತಾರಾನಾಥ ಸರ್ಕಾರಿ ಆಯುರ್ವೇದ ವೈದ್ಯಕೀಯ ಮಹಾವಿದ್ಯಾಲಯದಲ್ಲಿ ಜ.03 ರಂದು ಬೆಳಿಗ್ಗೆ 11 ಗಂಟೆಗೆ ವಿದ್ಯಾಲಯದ ಸಭಾಂಗಣದಲ್ಲಿ 'ಆಯುರ್ವೇದ ಮತ್ತು ಆಧುನಿಕ ವೈದ್ಯ ಪದ್ಧತಿ' ವಿಷಯದ ಕುರಿತು ಒಂದು ದಿನದ ವಿಶೇಷ ಅತಿಥಿ ಉಪನ್ಯಾಸ ಕಾರ್ಯಕ್ರಮ ಆಯೋಜಿಸಲಾಗಿದೆ. ಕಾರ್ಯಕ್ರಮದಲ್ಲಿ ಮುಖ್ಯ ಅತಿಥಿಯಾಗಿ ಬೆಂಗಳೂರಿನ ಡಾ.ವೆಂಕಟ್ ಜೋಷಿ ಅವರು ಭಾಗವಹಿಸಿ ಉಪನ್ಯಾಸ ನೀಡಲಿದ್ದಾರೆ. ಅಧ್ಯಕ್ಷತೆಯನ್ನು ಪ್ರಾಂಶುಪಾಲರಾದ ಡಾ.ಪಿ.ಎಸ್.ಮಾರುತಿ ವಹಿಸಲಿದ್ದು, ಸ್ನಾತಕೋತ್ತರ ವಿಭಾಗದ ಮುಖ್ಯಸ್ಥರು, ಅಧ್ಯಾಪಕರು ಹಾಗೂ ವಿದ್ಯಾರ್ಥಿಗಳು ಭಾಗವಹಿಸಲಿದ್ದಾರೆ. ಹೆಚ್ಚಿನ ಮಾಹಿತಿಗಾಗಿ ದೂ.08392-258100, ಡಾ.ಶಿವಪ್ರಕಾಶ್ ಮೊ.9480830047, ಡಾ.ಗೀತಾ ಮೊ.9480803084 ಗೆ ಸಂಪರ್ಕಿಸಬಹುದು ಎಂದು ಪ್ರಕಟಣೆಯಲ್ಲಿ ತಿಳಿಸಿದ್ದಾರೆ. bbox=[976, 1298, 1438, 1435]
